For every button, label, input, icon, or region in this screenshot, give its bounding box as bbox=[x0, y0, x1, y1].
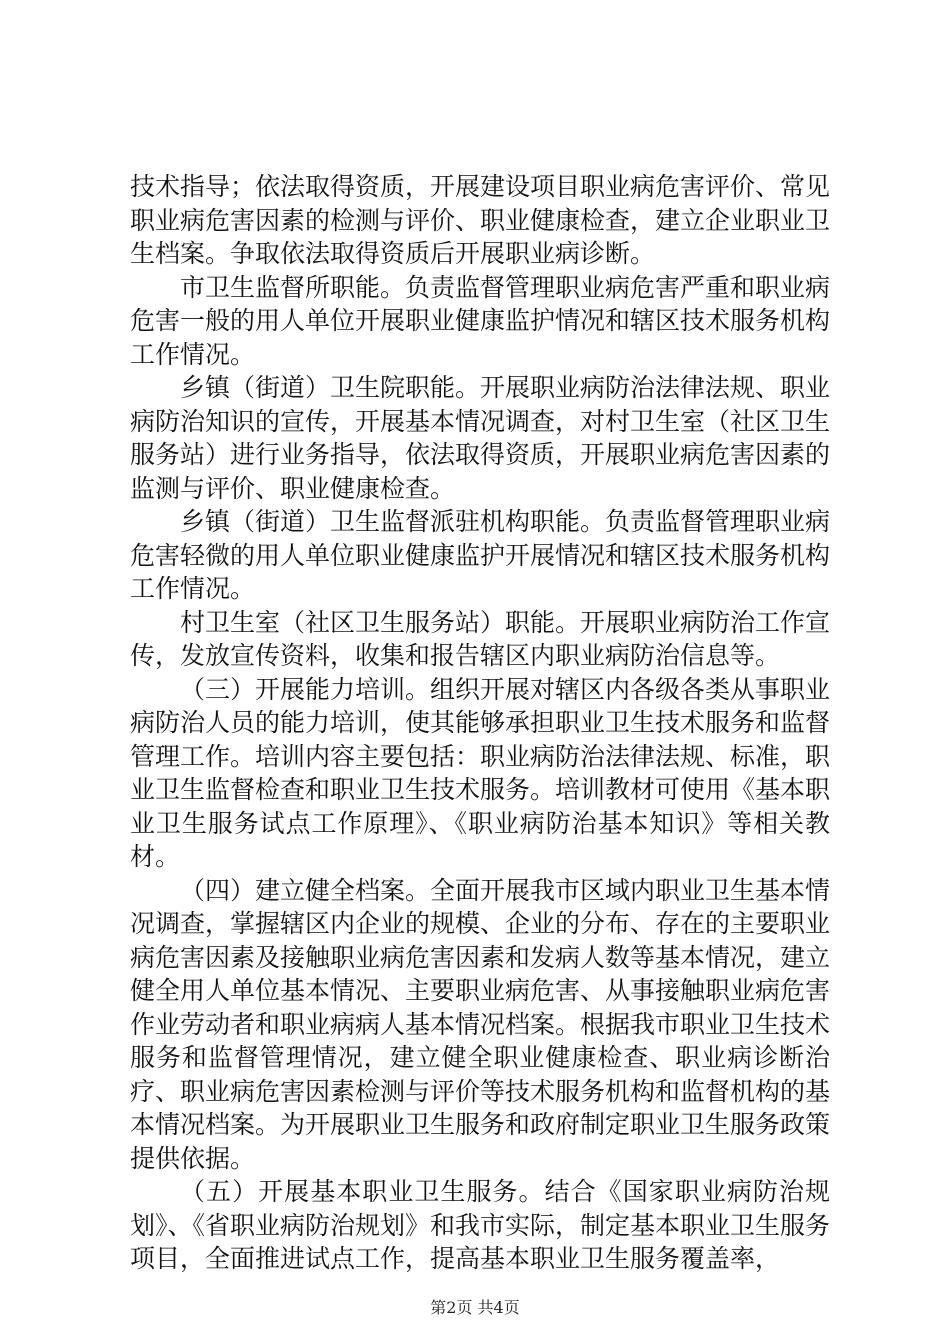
paragraph-continuation: 技术指导；依法取得资质，开展建设项目职业病危害评价、常见职业病危害因素的检测与评价、职业健康检查，建立企业职业卫生档案。争取依法取得资质后开展职业病诊断。 bbox=[130, 172, 831, 268]
paragraph-basic-services: （五）开展基本职业卫生服务。结合《国家职业病防治规划》、《省职业病防治规划》和我市实际，制定基本职业卫生服务项目，全面推进试点工作，提高基本职业卫生服务覆盖率， bbox=[130, 1177, 831, 1273]
paragraph-township-supervision: 乡镇（街道）卫生监督派驻机构职能。负责监督管理职业病危害轻微的用人单位职业健康监护开展情况和辖区技术服务机构工作情况。 bbox=[130, 507, 831, 603]
paragraph-archives: （四）建立健全档案。全面开展我市区域内职业卫生基本情况调查，掌握辖区内企业的规模、企业的分布、存在的主要职业病危害因素及接触职业病危害因素和发病人数等基本情况，建立健全用人单位基本情况、主要职业病危害、从事接触职业病危害作业劳动者和职业病病人基本情况档案。根据我市职业卫生技术服务和监督管理情况，建立健全职业健康检查、职业病诊断治疗、职业病危害因素检测与评价等技术服务机构和监督机构的基本情况档案。为开展职业卫生服务和政府制定职业卫生服务政策提供依据。 bbox=[130, 875, 831, 1173]
page-number: 第2页 共4页 bbox=[430, 1298, 520, 1317]
document-body bbox=[130, 170, 830, 1276]
paragraph-village-clinic: 村卫生室（社区卫生服务站）职能。开展职业病防治工作宣传，发放宣传资料，收集和报告辖区内职业病防治信息等。 bbox=[130, 607, 831, 670]
paragraph-health-supervision: 市卫生监督所职能。负责监督管理职业病危害严重和职业病危害一般的用人单位开展职业健康监护情况和辖区技术服务机构工作情况。 bbox=[130, 272, 831, 369]
paragraph-township-hospital: 乡镇（街道）卫生院职能。开展职业病防治法律法规、职业病防治知识的宣传，开展基本情况调查，对村卫生室（社区卫生服务站）进行业务指导，依法取得资质，开展职业病危害因素的监测与评价、职业健康检查。 bbox=[130, 373, 831, 503]
paragraph-capacity-training: （三）开展能力培训。组织开展对辖区内各级各类从事职业病防治人员的能力培训，使其能够承担职业卫生技术服务和监督管理工作。培训内容主要包括：职业病防治法律法规、标准，职业卫生监督检查和职业卫生技术服务。培训教材可使用《基本职业卫生服务试点工作原理》、《职业病防治基本知识》等相关教材。 bbox=[130, 674, 831, 871]
